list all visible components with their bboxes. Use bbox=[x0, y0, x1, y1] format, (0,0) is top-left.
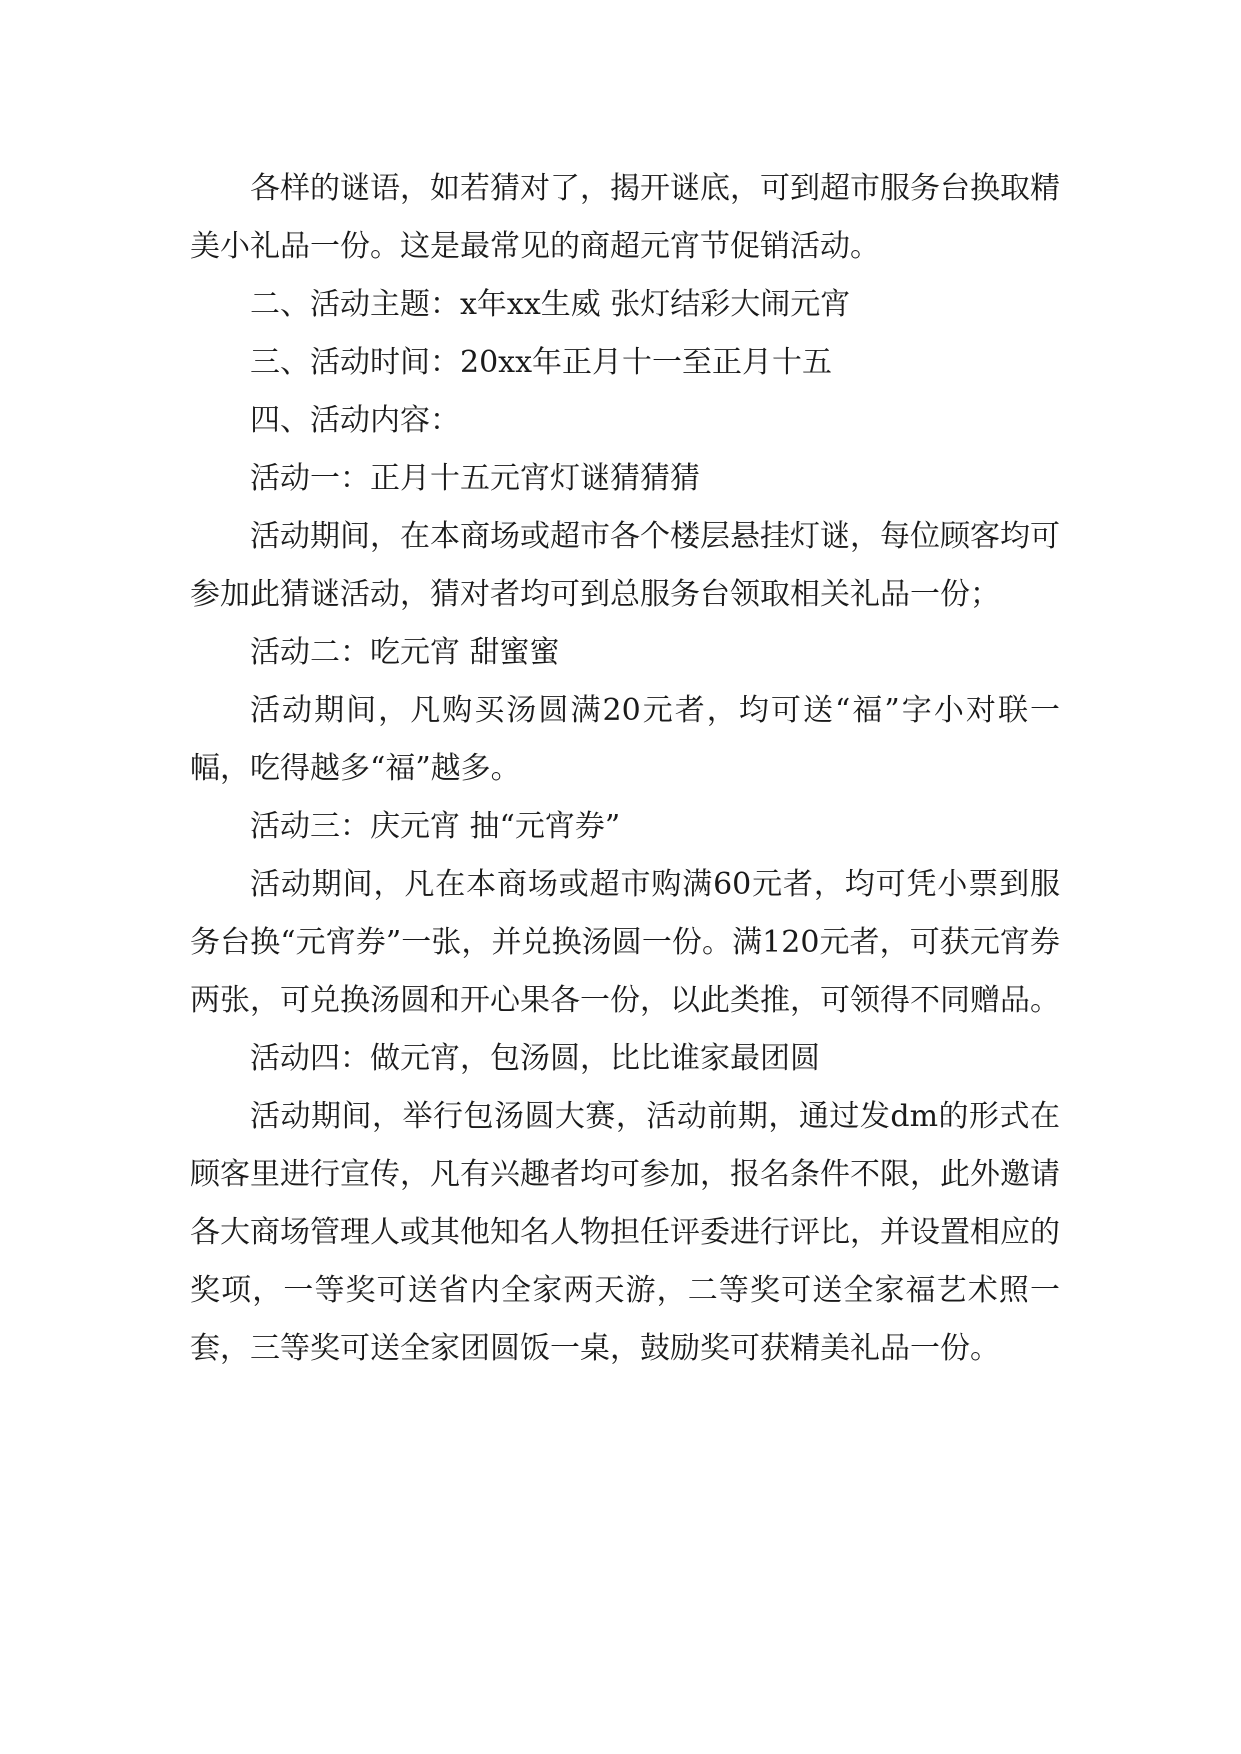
paragraph-riddle-intro: 各样的谜语，如若猜对了，揭开谜底，可到超市服务台换取精美小礼品一份。这是最常见的商超元宵节促销活动。 bbox=[190, 171, 1060, 264]
activity-one-heading: 活动一：正月十五元宵灯谜猜猜猜 bbox=[250, 461, 700, 496]
activity-four-body: 活动期间，举行包汤圆大赛，活动前期，通过发dm的形式在顾客里进行宣传，凡有兴趣者均可参加，报名条件不限，此外邀请各大商场管理人或其他知名人物担任评委进行评比，并设置相应的奖项，一等奖可送省内全家两天游，二等奖可送全家福艺术照一套，三等奖可送全家团圆饭一桌，鼓励奖可获精美礼品一份。 bbox=[190, 1099, 1060, 1366]
activity-two-heading: 活动二：吃元宵 甜蜜蜜 bbox=[250, 635, 560, 670]
paragraph-theme: 二、活动主题：x年xx生威 张灯结彩大闹元宵 bbox=[250, 287, 851, 322]
document-body bbox=[190, 160, 1060, 1378]
activity-two-body: 活动期间，凡购买汤圆满20元者，均可送“福”字小对联一幅，吃得越多“福”越多。 bbox=[190, 693, 1060, 786]
paragraph-time: 三、活动时间：20xx年正月十一至正月十五 bbox=[250, 345, 833, 380]
activity-three-body: 活动期间，凡在本商场或超市购满60元者，均可凭小票到服务台换“元宵券”一张，并兑换汤圆一份。满120元者，可获元宵券两张，可兑换汤圆和开心果各一份，以此类推，可领得不同赠品。 bbox=[190, 867, 1060, 1018]
activity-one-body: 活动期间，在本商场或超市各个楼层悬挂灯谜，每位顾客均可参加此猜谜活动，猜对者均可到总服务台领取相关礼品一份； bbox=[190, 519, 1060, 612]
activity-four-heading: 活动四：做元宵，包汤圆，比比谁家最团圆 bbox=[250, 1041, 820, 1076]
activity-three-heading: 活动三：庆元宵 抽“元宵券” bbox=[250, 809, 621, 844]
paragraph-content-heading: 四、活动内容： bbox=[250, 403, 460, 438]
